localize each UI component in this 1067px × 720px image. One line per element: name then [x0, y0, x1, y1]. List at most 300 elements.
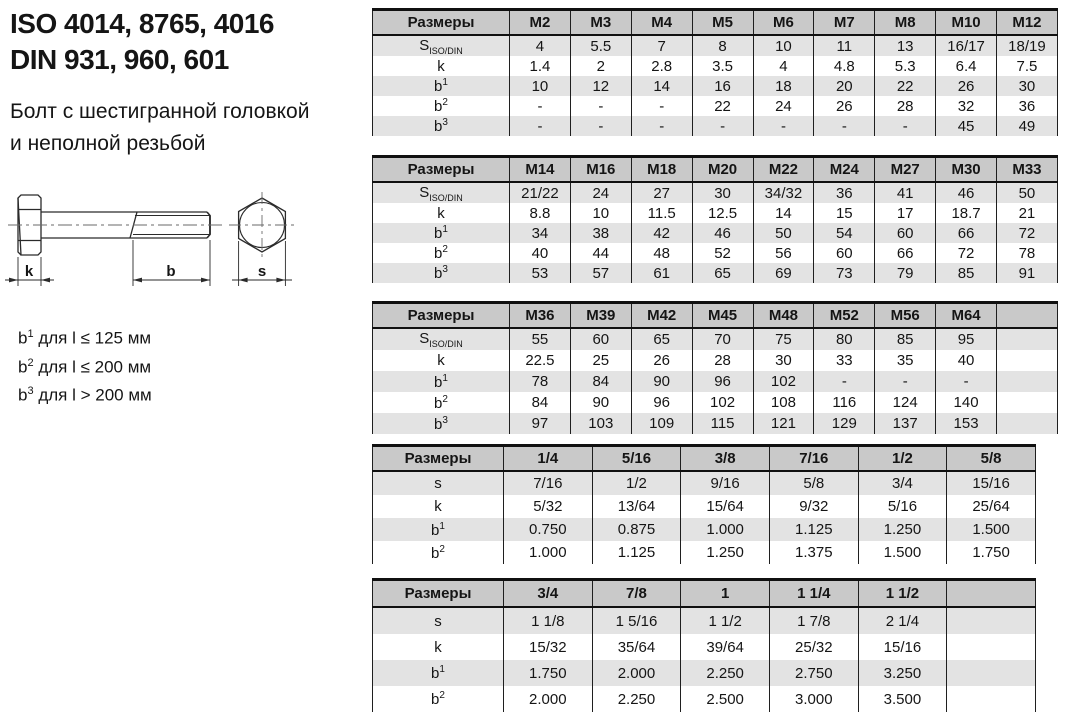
table-row [373, 328, 1058, 350]
table-cell: 5.5 [570, 35, 631, 56]
table-cell: 18.7 [936, 203, 997, 223]
table-cell: - [936, 371, 997, 392]
table-cell: 32 [936, 96, 997, 116]
row-label: $S_{ISO/DIN}$ [373, 182, 510, 203]
table-cell: 0.750 [504, 518, 593, 541]
table-cell: 5/16 [858, 495, 947, 518]
table-cell: 1.125 [769, 518, 858, 541]
table-cell: 1 5/16 [592, 607, 681, 634]
table-row [373, 541, 1036, 564]
table-cell: 26 [631, 350, 692, 371]
metric-table-m36-m64 [372, 301, 1058, 434]
column-header: M30 [936, 157, 997, 183]
table-row [373, 686, 1036, 712]
column-header: 1 1/2 [858, 580, 947, 608]
table-cell: 3/4 [858, 471, 947, 495]
table-cell: 35/64 [592, 634, 681, 660]
dim-label-s: s [257, 263, 267, 280]
table-cell: 50 [753, 223, 814, 243]
column-header: M39 [570, 303, 631, 329]
table-cell [947, 634, 1036, 660]
row-label: k [373, 634, 504, 660]
table-cell: 36 [997, 96, 1058, 116]
table-cell: 15/16 [947, 471, 1036, 495]
table-cell: 40 [936, 350, 997, 371]
row-label: $S_{ISO/DIN}$ [373, 35, 510, 56]
page-subtitle-line2: и неполной резьбой [10, 132, 206, 155]
table-row [373, 223, 1058, 243]
table-cell: - [875, 116, 936, 136]
row-label: $b^2$ [373, 541, 504, 564]
table-cell: 22 [692, 96, 753, 116]
table-row [373, 263, 1058, 283]
table-cell: 90 [631, 371, 692, 392]
column-header: 3/4 [504, 580, 593, 608]
table-cell: 24 [570, 182, 631, 203]
column-header: M14 [510, 157, 571, 183]
table-cell [997, 350, 1058, 371]
row-label: s [373, 471, 504, 495]
table-cell: 12 [570, 76, 631, 96]
dim-label-k: k [24, 263, 34, 280]
table-cell: 12.5 [692, 203, 753, 223]
table-cell: 84 [570, 371, 631, 392]
table-cell: 11 [814, 35, 875, 56]
table-cell: 34/32 [753, 182, 814, 203]
column-header: 1/4 [504, 446, 593, 472]
table-cell: 30 [753, 350, 814, 371]
table-cell: 15 [814, 203, 875, 223]
table-cell: 53 [510, 263, 571, 283]
table-cell: 13/64 [592, 495, 681, 518]
table-cell: - [814, 371, 875, 392]
table-cell: 48 [631, 243, 692, 263]
table-cell: 30 [997, 76, 1058, 96]
table-cell: 140 [936, 392, 997, 413]
table-cell: 102 [753, 371, 814, 392]
table-cell: 11.5 [631, 203, 692, 223]
table-cell: 2.000 [504, 686, 593, 712]
table-row [373, 518, 1036, 541]
table-cell: 153 [936, 413, 997, 434]
table-cell: - [570, 116, 631, 136]
table-cell: 2.750 [769, 660, 858, 686]
column-header: M22 [753, 157, 814, 183]
table-cell: 25/32 [769, 634, 858, 660]
table-cell: 66 [875, 243, 936, 263]
column-header: M4 [631, 10, 692, 36]
table-cell: 2.500 [681, 686, 770, 712]
table-row [373, 413, 1058, 434]
page-title-iso: ISO 4014, 8765, 4016 [10, 8, 274, 39]
table-cell: 41 [875, 182, 936, 203]
table-cell: 137 [875, 413, 936, 434]
table-cell: 9/32 [769, 495, 858, 518]
column-header: M64 [936, 303, 997, 329]
table-cell [947, 660, 1036, 686]
table-row [373, 495, 1036, 518]
row-label: $b^3$ [373, 263, 510, 283]
table-cell [997, 328, 1058, 350]
table-cell: 5.3 [875, 56, 936, 76]
table-cell: 38 [570, 223, 631, 243]
table-cell: 91 [997, 263, 1058, 283]
table-cell [997, 392, 1058, 413]
inch-table-threequarter-to-oneandhalf [372, 578, 1036, 712]
row-label: k [373, 350, 510, 371]
column-header: 7/16 [769, 446, 858, 472]
table-corner-header: Размеры [373, 580, 504, 608]
column-header: M33 [997, 157, 1058, 183]
table-row [373, 243, 1058, 263]
footnote: $b^2$ для l ≤ 200 мм [18, 356, 152, 377]
table-cell: 1.375 [769, 541, 858, 564]
table-row [373, 634, 1036, 660]
column-header: 3/8 [681, 446, 770, 472]
column-header: M27 [875, 157, 936, 183]
table-cell: 1/2 [592, 471, 681, 495]
table-cell: 3.5 [692, 56, 753, 76]
table-cell: 8.8 [510, 203, 571, 223]
table-cell: 50 [997, 182, 1058, 203]
table-cell: 1.500 [947, 518, 1036, 541]
table-cell: 40 [510, 243, 571, 263]
footnote: $b^1$ для l ≤ 125 мм [18, 328, 152, 348]
table-cell: 10 [753, 35, 814, 56]
table-cell: 54 [814, 223, 875, 243]
table-cell: 2 1/4 [858, 607, 947, 634]
table-cell: 21 [997, 203, 1058, 223]
column-header: M42 [631, 303, 692, 329]
table-cell: 73 [814, 263, 875, 283]
table-cell: 84 [510, 392, 571, 413]
table-cell: 15/64 [681, 495, 770, 518]
table-cell: 6.4 [936, 56, 997, 76]
table-cell: 14 [631, 76, 692, 96]
table-row [373, 471, 1036, 495]
row-label: $b^1$ [373, 223, 510, 243]
table-cell: 70 [692, 328, 753, 350]
table-cell: 116 [814, 392, 875, 413]
table-cell: 2.000 [592, 660, 681, 686]
column-header: M20 [692, 157, 753, 183]
table-cell: 25/64 [947, 495, 1036, 518]
table-header-row [373, 580, 1036, 608]
table-cell: 1.4 [510, 56, 571, 76]
table-cell: 1.750 [504, 660, 593, 686]
table-header-row [373, 446, 1036, 472]
column-header: M56 [875, 303, 936, 329]
page-subtitle-line1: Болт с шестигранной головкой [10, 100, 310, 123]
table-cell: 0.875 [592, 518, 681, 541]
table-cell: 7/16 [504, 471, 593, 495]
table-cell: - [631, 96, 692, 116]
table-cell [997, 371, 1058, 392]
table-cell: 26 [814, 96, 875, 116]
table-cell: 97 [510, 413, 571, 434]
left-panel [0, 0, 370, 720]
column-header: M24 [814, 157, 875, 183]
table-row [373, 350, 1058, 371]
dimension-table [372, 444, 1036, 564]
table-cell: 103 [570, 413, 631, 434]
metric-table-m2-m12 [372, 8, 1058, 136]
table-cell: 16 [692, 76, 753, 96]
table-cell: - [510, 96, 571, 116]
table-cell: 3.250 [858, 660, 947, 686]
table-cell: 4 [753, 56, 814, 76]
footnote: $b^3$ для l > 200 мм [18, 385, 152, 405]
table-cell: 9/16 [681, 471, 770, 495]
table-cell: 121 [753, 413, 814, 434]
column-header: M3 [570, 10, 631, 36]
table-cell: 33 [814, 350, 875, 371]
table-cell: 22 [875, 76, 936, 96]
column-header: M52 [814, 303, 875, 329]
table-cell: 1.500 [858, 541, 947, 564]
table-cell: 56 [753, 243, 814, 263]
table-corner-header: Размеры [373, 157, 510, 183]
table-cell: 78 [997, 243, 1058, 263]
column-header: M18 [631, 157, 692, 183]
row-label: k [373, 203, 510, 223]
title-block [10, 6, 274, 78]
row-label: k [373, 495, 504, 518]
table-cell: 7 [631, 35, 692, 56]
table-cell: 2.250 [681, 660, 770, 686]
table-cell: 108 [753, 392, 814, 413]
table-cell: 78 [510, 371, 571, 392]
table-cell: 22.5 [510, 350, 571, 371]
table-header-row [373, 157, 1058, 183]
table-cell: 109 [631, 413, 692, 434]
table-cell: 2.250 [592, 686, 681, 712]
table-cell: 60 [814, 243, 875, 263]
column-header: M7 [814, 10, 875, 36]
table-cell [947, 607, 1036, 634]
table-row [373, 203, 1058, 223]
table-cell: 72 [936, 243, 997, 263]
table-row [373, 116, 1058, 136]
column-header: 1 [681, 580, 770, 608]
table-cell: 5/32 [504, 495, 593, 518]
table-cell: 7.5 [997, 56, 1058, 76]
table-cell: 27 [631, 182, 692, 203]
table-cell: 35 [875, 350, 936, 371]
table-cell: 25 [570, 350, 631, 371]
table-cell: 15/32 [504, 634, 593, 660]
row-label: $b^2$ [373, 392, 510, 413]
subtitle-block [10, 96, 309, 160]
table-cell: 34 [510, 223, 571, 243]
table-cell: - [570, 96, 631, 116]
table-cell: - [631, 116, 692, 136]
table-cell: 17 [875, 203, 936, 223]
column-header: M6 [753, 10, 814, 36]
table-cell: 1.250 [858, 518, 947, 541]
row-label: $b^2$ [373, 96, 510, 116]
table-cell: 24 [753, 96, 814, 116]
table-cell: 80 [814, 328, 875, 350]
table-corner-header: Размеры [373, 10, 510, 36]
table-cell: 1.250 [681, 541, 770, 564]
table-corner-header: Размеры [373, 303, 510, 329]
table-row [373, 371, 1058, 392]
table-row [373, 96, 1058, 116]
table-cell: 52 [692, 243, 753, 263]
table-cell: 65 [692, 263, 753, 283]
table-cell: 10 [510, 76, 571, 96]
column-header: M45 [692, 303, 753, 329]
table-cell: 18/19 [997, 35, 1058, 56]
table-cell: 96 [631, 392, 692, 413]
row-label: $b^2$ [373, 243, 510, 263]
table-cell: 14 [753, 203, 814, 223]
column-header: 5/8 [947, 446, 1036, 472]
table-corner-header: Размеры [373, 446, 504, 472]
table-cell: 4 [510, 35, 571, 56]
table-cell: - [875, 371, 936, 392]
table-cell: 129 [814, 413, 875, 434]
table-cell: - [510, 116, 571, 136]
table-cell: 60 [570, 328, 631, 350]
inch-table-quarter-to-fiveeighths [372, 444, 1036, 564]
dimension-table [372, 155, 1058, 283]
row-label: $b^3$ [373, 413, 510, 434]
table-cell: - [753, 116, 814, 136]
column-header: 1 1/4 [769, 580, 858, 608]
table-cell: 18 [753, 76, 814, 96]
dimension-table [372, 301, 1058, 434]
column-header: M48 [753, 303, 814, 329]
table-row [373, 35, 1058, 56]
column-header [947, 580, 1036, 608]
table-cell: 90 [570, 392, 631, 413]
table-cell: 10 [570, 203, 631, 223]
row-label: $b^1$ [373, 76, 510, 96]
table-cell: 1.000 [504, 541, 593, 564]
table-row [373, 607, 1036, 634]
table-header-row [373, 303, 1058, 329]
metric-table-m14-m33 [372, 155, 1058, 283]
table-row [373, 660, 1036, 686]
table-cell: 75 [753, 328, 814, 350]
table-cell: 60 [875, 223, 936, 243]
column-header [997, 303, 1058, 329]
table-cell: 66 [936, 223, 997, 243]
table-cell: 1.125 [592, 541, 681, 564]
table-cell: 85 [875, 328, 936, 350]
row-label: $b^1$ [373, 660, 504, 686]
table-cell: 30 [692, 182, 753, 203]
column-header: M36 [510, 303, 571, 329]
row-label: s [373, 607, 504, 634]
table-cell [947, 686, 1036, 712]
page-title-din: DIN 931, 960, 601 [10, 44, 229, 75]
column-header: M5 [692, 10, 753, 36]
table-header-row [373, 10, 1058, 36]
table-cell: 124 [875, 392, 936, 413]
table-cell: 96 [692, 371, 753, 392]
table-cell: 26 [936, 76, 997, 96]
table-cell: 95 [936, 328, 997, 350]
table-cell: 61 [631, 263, 692, 283]
table-cell: 44 [570, 243, 631, 263]
table-row [373, 76, 1058, 96]
table-cell: 49 [997, 116, 1058, 136]
table-row [373, 56, 1058, 76]
table-cell: 1.750 [947, 541, 1036, 564]
table-cell: 28 [692, 350, 753, 371]
column-header: M8 [875, 10, 936, 36]
column-header: 1/2 [858, 446, 947, 472]
table-cell: 16/17 [936, 35, 997, 56]
table-cell: 8 [692, 35, 753, 56]
table-cell: 55 [510, 328, 571, 350]
column-header: M12 [997, 10, 1058, 36]
column-header: 5/16 [592, 446, 681, 472]
table-cell: 13 [875, 35, 936, 56]
table-cell: 20 [814, 76, 875, 96]
column-header: M16 [570, 157, 631, 183]
table-cell: 46 [692, 223, 753, 243]
table-cell: 1.000 [681, 518, 770, 541]
bolt-technical-drawing [0, 185, 370, 320]
row-label: $b^1$ [373, 518, 504, 541]
table-cell: 5/8 [769, 471, 858, 495]
row-label: k [373, 56, 510, 76]
column-header: M10 [936, 10, 997, 36]
table-cell: 3.500 [858, 686, 947, 712]
table-cell: 46 [936, 182, 997, 203]
row-label: $b^3$ [373, 116, 510, 136]
table-cell: 1 7/8 [769, 607, 858, 634]
column-header: M2 [510, 10, 571, 36]
dim-label-b: b [166, 263, 176, 280]
footnotes-block [18, 322, 152, 408]
table-row [373, 392, 1058, 413]
table-cell: 85 [936, 263, 997, 283]
table-cell: 65 [631, 328, 692, 350]
table-cell: 36 [814, 182, 875, 203]
row-label: $S_{ISO/DIN}$ [373, 328, 510, 350]
table-cell: 39/64 [681, 634, 770, 660]
table-row [373, 182, 1058, 203]
table-cell: 57 [570, 263, 631, 283]
table-cell: 102 [692, 392, 753, 413]
table-cell: 1 1/2 [681, 607, 770, 634]
table-cell: 115 [692, 413, 753, 434]
table-cell: 1 1/8 [504, 607, 593, 634]
table-cell: - [814, 116, 875, 136]
table-cell: 2.8 [631, 56, 692, 76]
dimension-table [372, 578, 1036, 712]
row-label: $b^2$ [373, 686, 504, 712]
table-cell: 42 [631, 223, 692, 243]
table-cell: 45 [936, 116, 997, 136]
table-cell: 28 [875, 96, 936, 116]
table-cell: 21/22 [510, 182, 571, 203]
table-cell: 72 [997, 223, 1058, 243]
table-cell: 4.8 [814, 56, 875, 76]
table-cell: 3.000 [769, 686, 858, 712]
table-cell: 2 [570, 56, 631, 76]
table-cell: - [692, 116, 753, 136]
table-cell: 15/16 [858, 634, 947, 660]
table-cell: 79 [875, 263, 936, 283]
dimension-table [372, 8, 1058, 136]
table-cell: 69 [753, 263, 814, 283]
